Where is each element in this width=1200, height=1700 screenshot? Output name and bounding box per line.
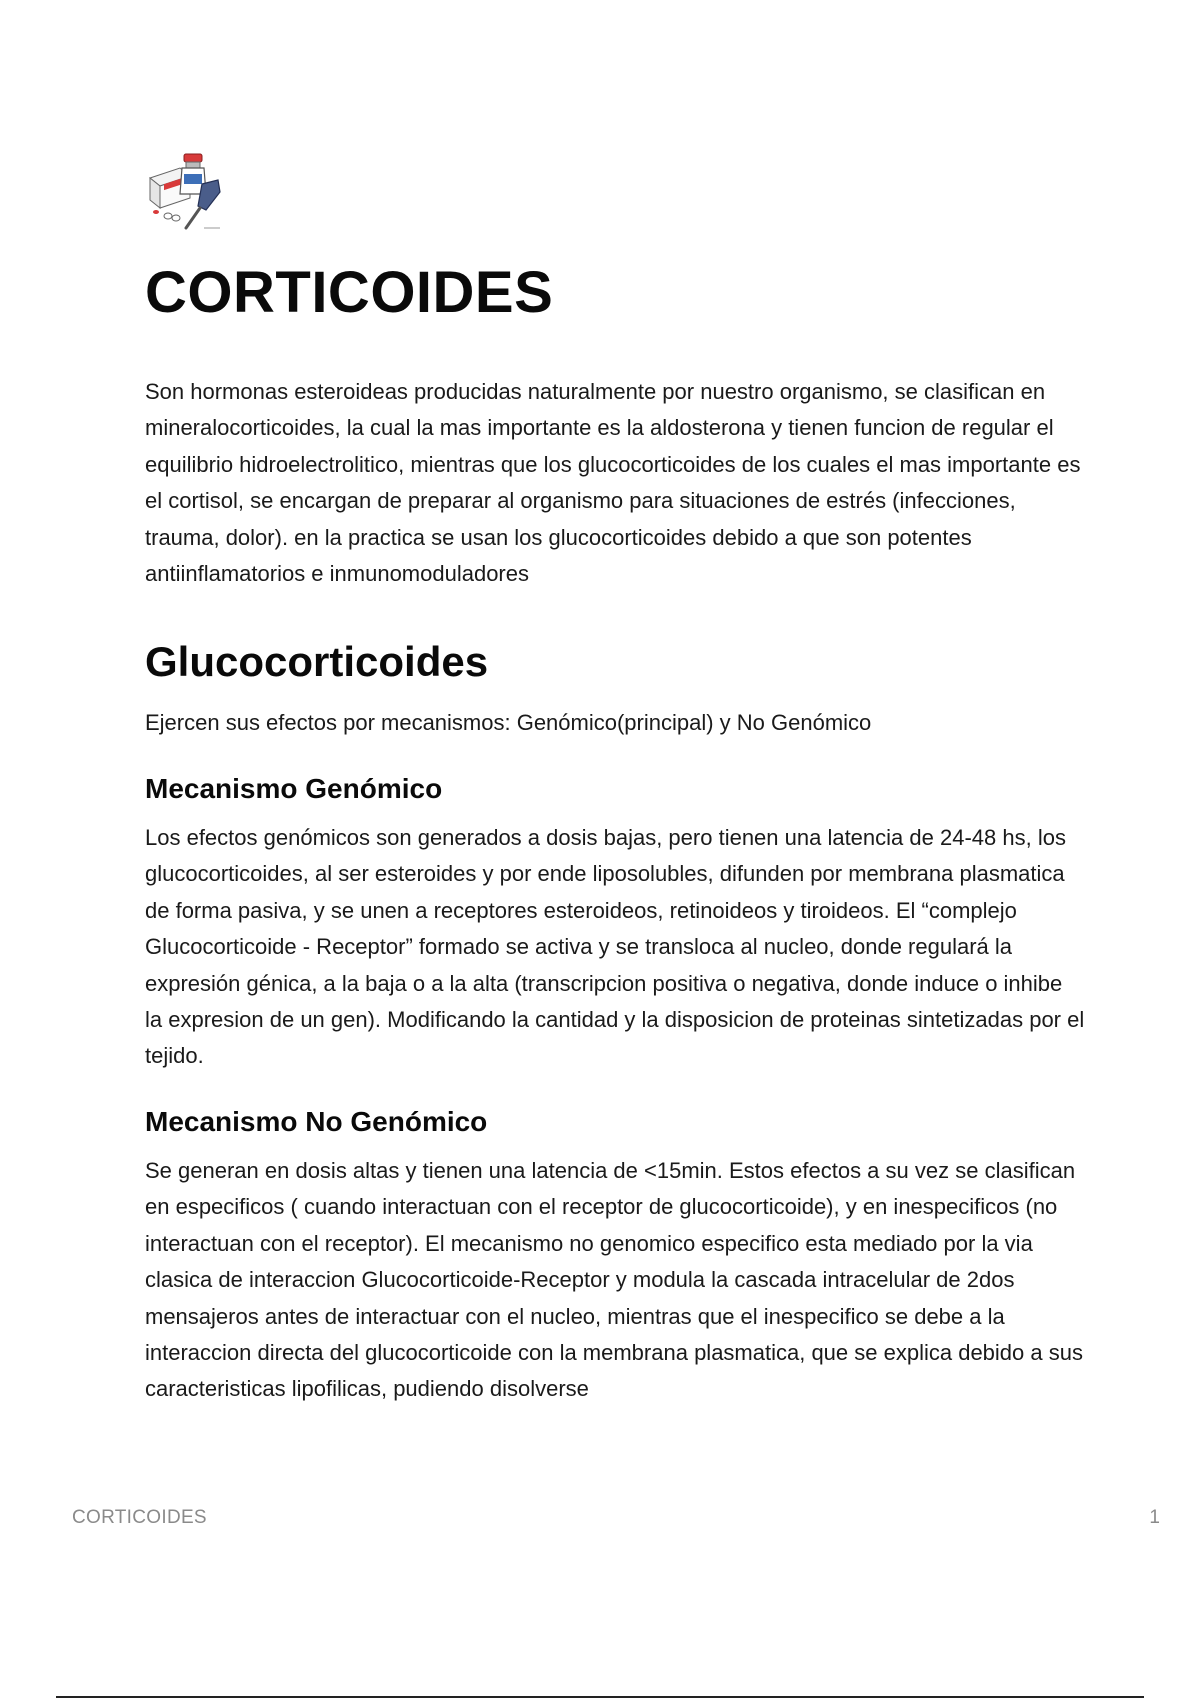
- footer-title: CORTICOIDES: [72, 1507, 207, 1528]
- page-divider: [56, 1696, 1144, 1698]
- medicine-kit-icon: [146, 150, 228, 234]
- page-icon: [146, 150, 228, 234]
- page-title: CORTICOIDES: [145, 260, 554, 325]
- section-heading-glucocorticoides: Glucocorticoides: [145, 638, 489, 685]
- subsection-body-genomic: Los efectos genómicos son generados a dosis bajas, pero tienen una latencia de 24-48 hs, los glucocorticoides, al ser esteroides y por ende liposolubles, difunden por membrana plasmatica de forma pasiva, y se unen a receptores esteroideos, retinoideos y tiroideos. El “complejo Glucocorticoide - Receptor” formado se activa y se transloca al nucleo, donde regulará la expresión génica, a la baja o a la alta (transcripcion positiva o negativa, donde induce o inhibe la expresion de un gen). Modificando la cantidad y la disposicion de proteinas sintetizadas por el tejido.: [145, 825, 1085, 1069]
- section-lead: Ejercen sus efectos por mecanismos: Genómico(principal) y No Genómico: [145, 710, 872, 735]
- subsection-heading-non-genomic: Mecanismo No Genómico: [145, 1106, 488, 1137]
- subsection-heading-genomic: Mecanismo Genómico: [145, 773, 443, 804]
- footer-page-number: 1: [1149, 1507, 1160, 1528]
- subsection-body-non-genomic: Se generan en dosis altas y tienen una latencia de <15min. Estos efectos a su vez se clasifican en especificos ( cuando interactuan con el receptor de glucocorticoide), y en inespecificos (no interactuan con el receptor). El mecanismo no genomico especifico esta mediado por la via clasica de interaccion Glucocorticoide-Receptor y modula la cascada intracelular de 2dos mensajeros antes de interactuar con el nucleo, mientras que el inespecifico se debe a la interaccion directa del glucocorticoide con la membrana plasmatica, que se explica debido a sus caracteristicas lipofilicas, pudiendo disolverse: [145, 1158, 1083, 1402]
- intro-paragraph: Son hormonas esteroideas producidas naturalmente por nuestro organismo, se clasifican en mineralocorticoides, la cual la mas importante es la aldosterona y tienen funcion de regular el equilibrio hidroelectrolitico, mientras que los glucocorticoides de los cuales el mas importante es el cortisol, se encargan de preparar al organismo para situaciones de estrés (infecciones, trauma, dolor). en la practica se usan los glucocorticoides debido a que son potentes antiinflamatorios e inmunomoduladores: [145, 379, 1081, 587]
